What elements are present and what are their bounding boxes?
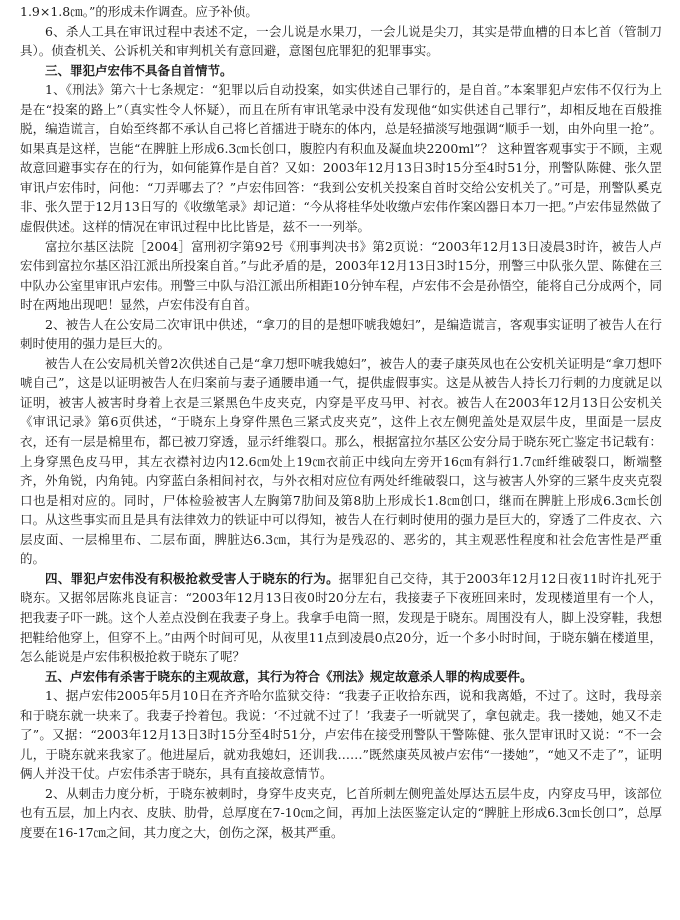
paragraph-item-6: 6、杀人工具在审讯过程中表述不定，一会儿说是水果刀，一会儿说是尖刀，其实是带血槽的日本匕首（管制刀具）。侦查机关、公诉机关和审判机关有意回避，意图包庇罪犯的犯罪事实。 [20,23,662,59]
paragraph-3-1: 1、《刑法》第六十七条规定：“犯罪以后自动投案，如实供述自己罪行的，是自首。”本案罪犯卢宏伟不仅行为上是在“投案的路上”（真实性令人怀疑），而且在所有审讯笔录中没有发现他“如实供述自己罪行”，却相反地在百般推脱，编造谎言，自始至终都不承认自己将匕首擂进于晓东的体内，总是轻描淡写地强调“顺手一划，由外向里一抢”。如果真是这样，岂能“在脾脏上形成6.3㎝长创口，腹腔内有积血及凝血块2200ml”？ 这种置客观事实于不顾，主观故意回避事实存在的行为，如何能算作是自首？又如：2003年12月13日3时15分至4时51分，刑警队陈健、张久罡审讯卢宏伟时，问他：“刀弄哪去了？”卢宏伟回答：“我到公安机关投案自首时交给公安机关了。”可是，刑警队奚克非、张久罡于12月13日写的《收缴笔录》却记道：“今从将桂华处收缴卢宏伟作案凶器日本刀一把。”卢宏伟显然做了虚假供述。这样的情况在审讯过程中比比皆是，兹不一一列举。 [20,82,662,235]
paragraph-3-2: 2、被告人在公安局二次审讯中供述，“拿刀的目的是想吓唬我媳妇”，是编造谎言，客观事实证明了被告人在行刺时使用的强力是巨大的。 [20,316,662,352]
section-heading-4: 四、罪犯卢宏伟没有积极抢救受害人于晓东的行为。 [45,570,339,586]
section-heading-3: 三、罪犯卢宏伟不具备自首情节。 [45,62,233,78]
paragraph-5-2: 2、从刺击力度分析，于晓东被刺时，身穿牛皮夹克，匕首所刺左侧兜盖处厚达五层牛皮，内穿皮马甲，该部位也有五层，加上内衣、皮肤、肋骨，总厚度在7-10㎝之间，再加上法医鉴定认定的“脾脏上形成6.3㎝长创口”，总厚度要在16-17㎝之间，其力度之大，创伤之深，极其严重。 [20,785,662,840]
paragraph-continuation: 1.9×1.8㎝。”的形成未作调查。应予补侦。 [20,4,258,19]
section-4-body: 据罪犯自己交待，其于2003年12月12日夜11时许扎死于晓东。又据邻居陈兆良证言：“2003年12月13日夜0时20分左右，我接妻子下夜班回来时，发现楼道里有一个人，把我妻子吓一跳。这个人差点没倒在我妻子身上。我拿手电筒一照，发现是于晓东。周围没有人，脚上没穿鞋，我想把鞋给他穿上，但穿不上。”由两个时间可见，从夜里11点到凌晨0点20分，近一个多小时时间，于晓东躺在楼道里，怎么能说是卢宏伟积极抢救于晓东了呢？ [20,570,662,665]
paragraph-5-1: 1、据卢宏伟2005年5月10日在齐齐哈尔监狱交待：“我妻子正收拾东西，说和我离婚，不过了。这时，我母亲和于晓东就一块来了。我妻子拎着包。我说：‘不过就不过了！’我妻子一听就哭了，拿包就走。我一搂她，她又不走了”。又据：“2003年12月13日3时15分至4时51分，卢宏伟在接受刑警队干警陈健、张久罡审讯时又说：“不一会儿，于晓东就来我家了。他进屋后，就劝我媳妇，还训我……”既然康英凤被卢宏伟“一搂她”，“她又不走了”，证明俩人并没干仗。卢宏伟杀害于晓东，具有直接故意情节。 [20,688,662,782]
paragraph-evidence: 被告人在公安局机关曾2次供述自己是“拿刀想吓唬我媳妇”，被告人的妻子康英凤也在公安机关证明是“拿刀想吓唬自己”，这是以证明被告人在归案前与妻子通腰串通一气，提供虚假事实。这是从被告人持长刀行刺的力度就足以证明，被害人被害时身着上衣是三紧黑色牛皮夹克，内穿是平皮马甲、衬衣。被告人在2003年12月13日公安机关《审讯记录》第6页供述，“于晓东上身穿件黑色三紧式皮夹克”，这件上衣左侧兜盖处是双层牛皮，里面是一层皮衣，还有一层是棉里布，都已被刀穿透，显示纤维裂口。那么，根据富拉尔基区公安分局于晓东死亡鉴定书记载有：上身穿黑色皮马甲，其左衣襟衬边内12.6㎝处上19㎝衣前正中线向左旁开16㎝有斜行1.7㎝纤维破裂口，断端整齐，外角锐，内角钝。内穿蓝白条相间衬衣，与外衣相对应位有两处纤维破裂口，这与被害人外穿的三紧牛皮夹克裂口也是相对应的。同时，尸体检验被害人左胸第7肋间及第8肋上形成长1.8㎝创口，继而在脾脏上形成6.3㎝长创口。从这些事实而且是具有法律效力的铁证中可以得知，被告人在行刺时使用的强力是巨大的，穿透了二件皮衣、六层皮面、一层棉里布、二层布面，脾脏达6.3㎝，其行为是残忍的、恶劣的，其主观恶性程度和社会危害性是严重的。 [20,355,662,567]
paragraph-section-4 [20,569,662,667]
paragraph-court-judgment: 富拉尔基区法院［2004］富刑初字第92号《刑事判决书》第2页说：“2003年12月13日凌晨3时许，被告人卢宏伟到富拉尔基区沿江派出所投案自首。”与此矛盾的是，2003年12月13日3时15分，刑警三中队张久罡、陈健在三中队办公室里审讯卢宏伟。刑警三中队与沿江派出所相距10分钟车程，卢宏伟不会是孙悟空，能将自己分成两个，同时在两地出现吧！显然，卢宏伟没有自首。 [20,238,662,313]
section-heading-5: 五、卢宏伟有杀害于晓东的主观故意，其行为符合《刑法》规定故意杀人罪的构成要件。 [45,668,533,684]
